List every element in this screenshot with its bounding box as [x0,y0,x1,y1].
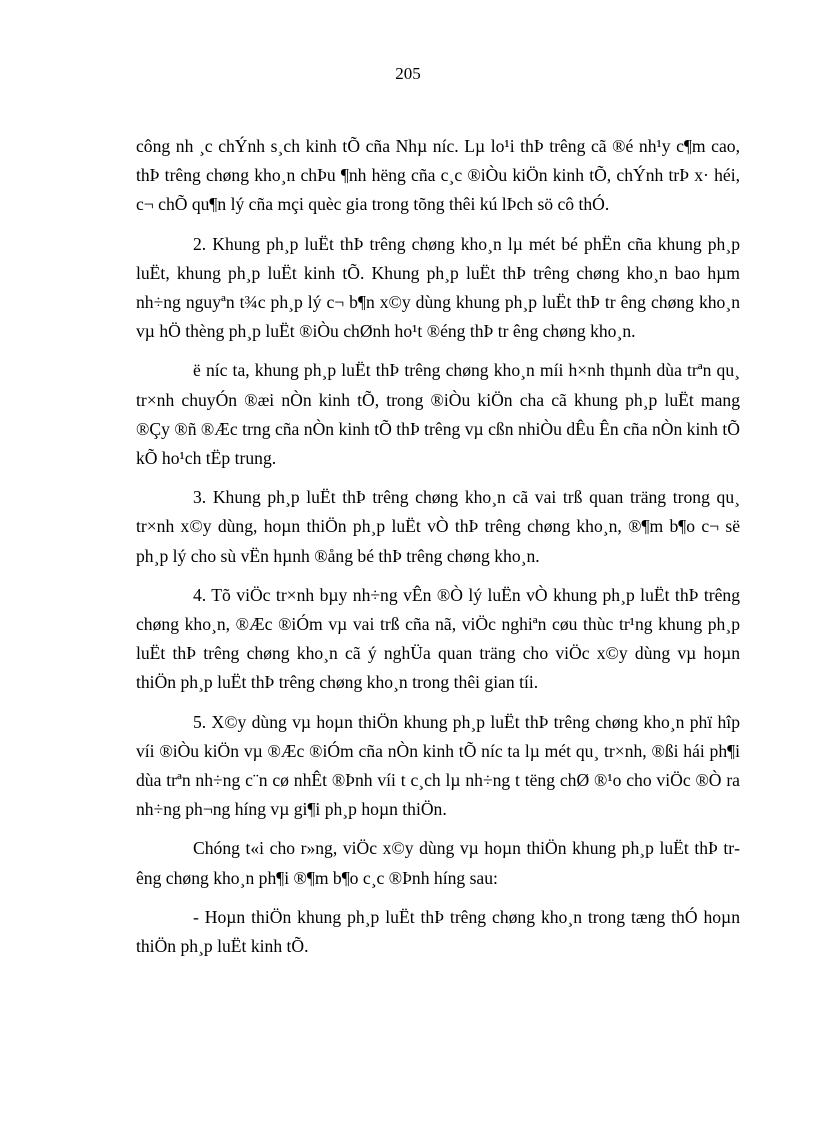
paragraph-point-2: 2. Khung ph¸p luËt thÞ trêng chøng kho¸n lµ mét bé phËn cña khung ph¸p luËt, khung ph¸p luËt kinh tÕ. Khung ph¸p luËt thÞ trêng chøng kho¸n bao hµm nh÷ng nguyªn t¾c ph¸p lý c¬ b¶n x©y dùng khung ph¸p luËt thÞ tr êng chøng kho¸n vµ hÖ thèng ph¸p luËt ®iÒu chØnh ho¹t ®éng thÞ tr êng chøng kho¸n. [136,233,740,342]
paragraph-vietnam-framework: ë níc ta, khung ph¸p luËt thÞ trêng chøng kho¸n míi h×nh thµnh dùa trªn qu¸ tr×nh chuyÓn ®æi nÒn kinh tÕ, trong ®iÒu kiÖn cha cã khung ph¸p luËt mang ®Çy ®ñ ®Æc trng cña nÒn kinh tÕ thÞ trêng vµ cßn nhiÒu dÊu Ên cña nÒn kinh tÕ kÕ ho¹ch tËp trung. [136,360,740,469]
page-number: 205 [395,64,421,83]
paragraph-point-3: 3. Khung ph¸p luËt thÞ trêng chøng kho¸n cã vai trß quan träng trong qu¸ tr×nh x©y dùng, hoµn thiÖn ph¸p luËt vÒ thÞ trêng chøng kho¸n, ®¶m b¶o c¬ së ph¸p lý cho sù vËn hµnh ®ång bé thÞ trêng chøng kho¸n. [136,487,740,566]
paragraph-orientation-item: - Hoµn thiÖn khung ph¸p luËt thÞ trêng chøng kho¸n trong tæng thÓ hoµn thiÖn ph¸p luËt kinh tÕ. [136,906,740,957]
document-body [136,128,740,961]
paragraph-continuation: công nh ¸c chÝnh s¸ch kinh tÕ cña Nhµ níc. Lµ lo¹i thÞ trêng cã ®é nh¹y c¶m cao, thÞ trêng chøng kho¸n chÞu ¶nh hëng cña c¸c ®iÒu kiÖn kinh tÕ, chÝnh trÞ x· héi, c¬ chÕ qu¶n lý cña mçi quèc gia trong tõng thêi kú lÞch sö cô thÓ. [136,136,740,215]
paragraph-orientation-intro: Chóng t«i cho r»ng, viÖc x©y dùng vµ hoµn thiÖn khung ph¸p luËt thÞ trêng chøng kho¸n ph¶i ®¶m b¶o c¸c ®Þnh híng sau: [136,838,740,888]
paragraph-point-4: 4. Tõ viÖc tr×nh bµy nh÷ng vÊn ®Ò lý luËn vÒ khung ph¸p luËt thÞ trêng chøng kho¸n, ®Æc ®iÓm vµ vai trß cña nã, viÖc nghiªn cøu thùc tr¹ng khung ph¸p luËt thÞ trêng chøng kho¸n cã ý nghÜa quan träng cho viÖc x©y dùng vµ hoµn thiÖn ph¸p luËt thÞ trêng chøng kho¸n trong thêi gian tíi. [136,584,740,693]
paragraph-point-5: 5. X©y dùng vµ hoµn thiÖn khung ph¸p luËt thÞ trêng chøng kho¸n phï hîp víi ®iÒu kiÖn vµ ®Æc ®iÓm cña nÒn kinh tÕ níc ta lµ mét qu¸ tr×nh, ®ßi hái ph¶i dùa trªn nh÷ng c¨n cø nhÊt ®Þnh víi t c¸ch lµ nh÷ng t tëng chØ ®¹o cho viÖc ®Ò ra nh÷ng ph¬ng híng vµ gi¶i ph¸p hoµn thiÖn. [136,711,740,820]
